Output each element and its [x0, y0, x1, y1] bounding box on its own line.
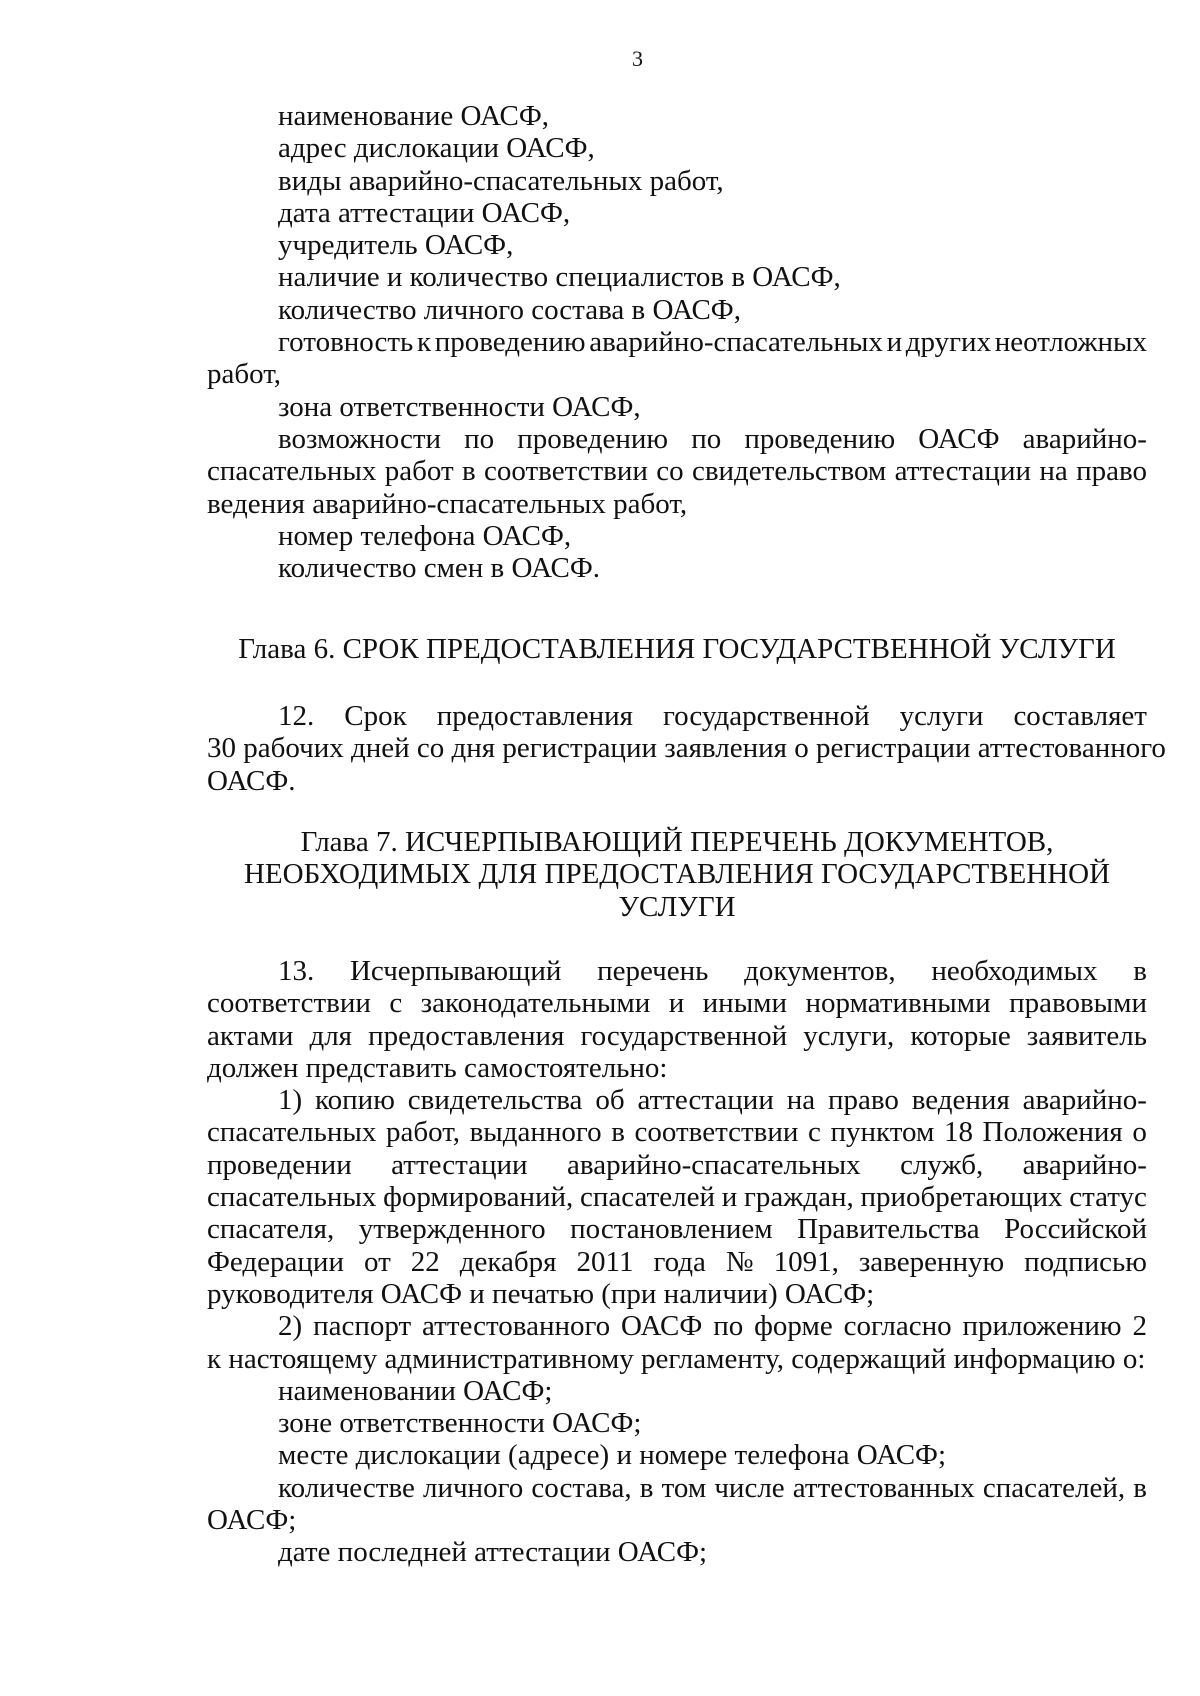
word: проведению [434, 326, 586, 359]
word: 1) [278, 1084, 303, 1117]
word: 22 [410, 1245, 440, 1278]
chapter-7-title [207, 826, 1147, 923]
word: от [363, 1245, 391, 1278]
word: которые [910, 1019, 1011, 1052]
paragraph-13-line-3 [207, 1020, 1147, 1052]
word: проведении [207, 1148, 352, 1181]
word: формирований, [383, 1181, 574, 1214]
word: заверенную [858, 1245, 1005, 1278]
readiness-line-2: работ, [207, 358, 281, 391]
word: аварийно- [1022, 1084, 1147, 1117]
word: работ, [385, 1116, 460, 1149]
word: неотложных [994, 326, 1147, 359]
word: Срок [344, 700, 407, 732]
word: согласно [843, 1310, 952, 1343]
word: спасателей [580, 1181, 716, 1214]
word: № [725, 1245, 754, 1278]
word: к [416, 326, 432, 359]
word: паспорт [313, 1310, 412, 1343]
word: правовыми [1009, 987, 1147, 1020]
word: перечень [597, 955, 709, 987]
word: свидетельством [691, 455, 887, 488]
word: подписью [1024, 1245, 1147, 1278]
word: соответствии [484, 455, 648, 488]
word: Исчерпывающий [349, 955, 562, 987]
word: Положения [982, 1116, 1123, 1149]
word: и [721, 1181, 738, 1214]
word: количестве [278, 1471, 415, 1504]
word: постановлением [570, 1213, 773, 1246]
chapter-6-title-text: Глава 6. СРОК ПРЕДОСТАВЛЕНИЯ ГОСУДАРСТВЕННОЙ УСЛУГИ [238, 633, 1116, 665]
word: необходимых [931, 955, 1098, 987]
item-1-line-3 [207, 1149, 1147, 1181]
word: спасательных [207, 455, 377, 488]
paragraph-12-line-3: ОАСФ. [207, 764, 296, 797]
paragraph-12-line-2: 30 рабочих дней со дня регистрации заявления о регистрации аттестованного [207, 732, 1166, 765]
chapter-7-title-line: УСЛУГИ [618, 890, 736, 923]
capabilities-line-3: ведения аварийно-спасательных работ, [207, 487, 688, 520]
word: право [1076, 455, 1147, 488]
word: 18 [943, 1116, 973, 1149]
word: и [886, 326, 903, 359]
word: документов, [744, 955, 896, 987]
list-item: месте дислокации (адресе) и номере телефона ОАСФ; [278, 1439, 947, 1472]
list-item: дате последней аттестации ОАСФ; [278, 1536, 708, 1569]
list-item: учредитель ОАСФ, [278, 229, 514, 262]
chapter-6-title [207, 633, 1147, 665]
word: ОАСФ [621, 1310, 703, 1343]
word: возможности [278, 422, 442, 455]
item-2-line-2: к настоящему административному регламенту, содержащий информацию о: [207, 1342, 1146, 1375]
word: спасателей, [982, 1471, 1126, 1504]
paragraph-13-line-4: должен представить самостоятельно: [207, 1051, 668, 1084]
word: состава, [531, 1471, 632, 1504]
chapter-7-title-line: Глава 7. ИСЧЕРПЫВАЮЩИЙ ПЕРЕЧЕНЬ ДОКУМЕНТОВ, [300, 826, 1054, 858]
word: том [661, 1471, 707, 1504]
word: государственной [580, 1019, 788, 1052]
item-2-line-1 [207, 1310, 1147, 1342]
item-1-line-2 [207, 1116, 1147, 1148]
list-item: номер телефона ОАСФ, [278, 519, 572, 552]
word: проведению [744, 422, 896, 455]
word: декабря [459, 1245, 557, 1278]
chapter-7-title-line: НЕОБХОДИМЫХ ДЛЯ ПРЕДОСТАВЛЕНИЯ ГОСУДАРСТВЕННОЙ [243, 858, 1111, 891]
word: заявитель [1026, 1019, 1147, 1052]
word: утвержденного [358, 1213, 546, 1246]
list-item: адрес дислокации ОАСФ, [278, 132, 595, 165]
item-1-line-1 [207, 1084, 1147, 1116]
paragraph-12-line-1 [207, 700, 1147, 732]
readiness-line-1 [207, 326, 1147, 358]
word: аттестации [637, 1084, 774, 1117]
list-item: количество личного состава в ОАСФ, [278, 293, 741, 326]
word: по [713, 1310, 744, 1343]
paragraph-12 [207, 700, 1166, 797]
word: проведению [517, 422, 669, 455]
word: аварийно- [1022, 422, 1147, 455]
word: в [611, 1116, 625, 1149]
paragraph-13-line-2 [207, 987, 1147, 1019]
word: года [653, 1245, 706, 1278]
word: форме [754, 1310, 833, 1343]
capabilities-line-1 [207, 423, 1147, 455]
word: услуги, [803, 1019, 895, 1052]
word: актами [207, 1019, 294, 1052]
word: 13. [278, 955, 315, 987]
word: аттестованного [422, 1310, 611, 1343]
word: аварийно-спасательных [567, 1148, 861, 1181]
word: по [691, 422, 722, 455]
word: нормативными [805, 987, 991, 1020]
word: по [464, 422, 495, 455]
word: и [668, 987, 685, 1020]
word: готовность [278, 326, 414, 359]
staff-line-2: ОАСФ; [207, 1504, 297, 1537]
list-item: наименование ОАСФ, [278, 100, 549, 132]
word: соответствии [207, 987, 371, 1020]
word: статус [1069, 1181, 1147, 1214]
word: предоставления [436, 700, 633, 732]
word: законодательными [420, 987, 651, 1020]
word: спасательных [207, 1181, 377, 1214]
word: соответствии [634, 1116, 799, 1149]
word: с [808, 1116, 821, 1149]
word: услуги [899, 700, 984, 732]
word: Российской [1004, 1213, 1147, 1246]
word: в [461, 455, 476, 488]
word: аварийно- [1022, 1148, 1147, 1181]
word: 2011 [576, 1245, 634, 1278]
item-1-line-4 [207, 1181, 1147, 1213]
item-1-line-5 [207, 1213, 1147, 1245]
word: составляет [1013, 700, 1147, 732]
word: приложению [962, 1310, 1122, 1343]
word: аттестованных [792, 1471, 975, 1504]
word: копию [315, 1084, 395, 1117]
word: 2 [1132, 1310, 1147, 1343]
paragraph-13-line-1 [207, 955, 1147, 987]
list-item: зоне ответственности ОАСФ; [278, 1407, 642, 1440]
word: граждан, [744, 1181, 854, 1214]
word: работ [384, 455, 454, 488]
word: аварийно-спасательных [589, 326, 883, 359]
capabilities-line-2 [207, 455, 1147, 487]
word: с [389, 987, 403, 1020]
word: спасательных [207, 1116, 377, 1149]
word: Федерации [207, 1245, 344, 1278]
list-item: наименовании ОАСФ; [278, 1374, 553, 1407]
list-item: дата аттестации ОАСФ, [278, 196, 571, 229]
word: иными [702, 987, 788, 1020]
word: со [656, 455, 684, 488]
item-1-line-7: руководителя ОАСФ и печатью (при наличии) ОАСФ; [207, 1277, 875, 1310]
word: государственной [662, 700, 870, 732]
word: аттестации [391, 1148, 528, 1181]
word: ведения [911, 1084, 1010, 1117]
word: об [595, 1084, 625, 1117]
list-item: наличие и количество специалистов в ОАСФ, [278, 261, 841, 294]
word: на [786, 1084, 816, 1117]
word: ОАСФ [918, 422, 1000, 455]
word: в [1133, 955, 1147, 987]
passport-fields-list [207, 100, 1147, 584]
list-item: количество смен в ОАСФ. [278, 552, 601, 585]
word: 12. [278, 700, 315, 732]
word: выданного [469, 1116, 602, 1149]
word: пунктом [830, 1116, 935, 1149]
item-1-line-6 [207, 1246, 1147, 1278]
list-item: зона ответственности ОАСФ, [278, 390, 641, 423]
word: о [1132, 1116, 1147, 1149]
word: в [1133, 1471, 1147, 1504]
word: числе [714, 1471, 785, 1504]
word: личного [422, 1471, 524, 1504]
word: предоставления [368, 1019, 565, 1052]
word: Правительства [797, 1213, 980, 1246]
word: на [1039, 455, 1068, 488]
paragraph-13 [207, 955, 1147, 1569]
word: 2) [278, 1310, 303, 1343]
word: спасателя, [207, 1213, 335, 1246]
staff-line-1 [207, 1472, 1147, 1504]
word: служб, [900, 1148, 984, 1181]
word: аттестации [894, 455, 1031, 488]
page-number: 3 [632, 46, 643, 71]
list-item: виды аварийно-спасательных работ, [278, 164, 724, 197]
word: право [828, 1084, 899, 1117]
word: приобретающих [860, 1181, 1063, 1214]
word: в [639, 1471, 654, 1504]
word: свидетельства [407, 1084, 583, 1117]
word: 1091, [773, 1245, 839, 1278]
word: других [905, 326, 992, 359]
word: для [309, 1019, 353, 1052]
